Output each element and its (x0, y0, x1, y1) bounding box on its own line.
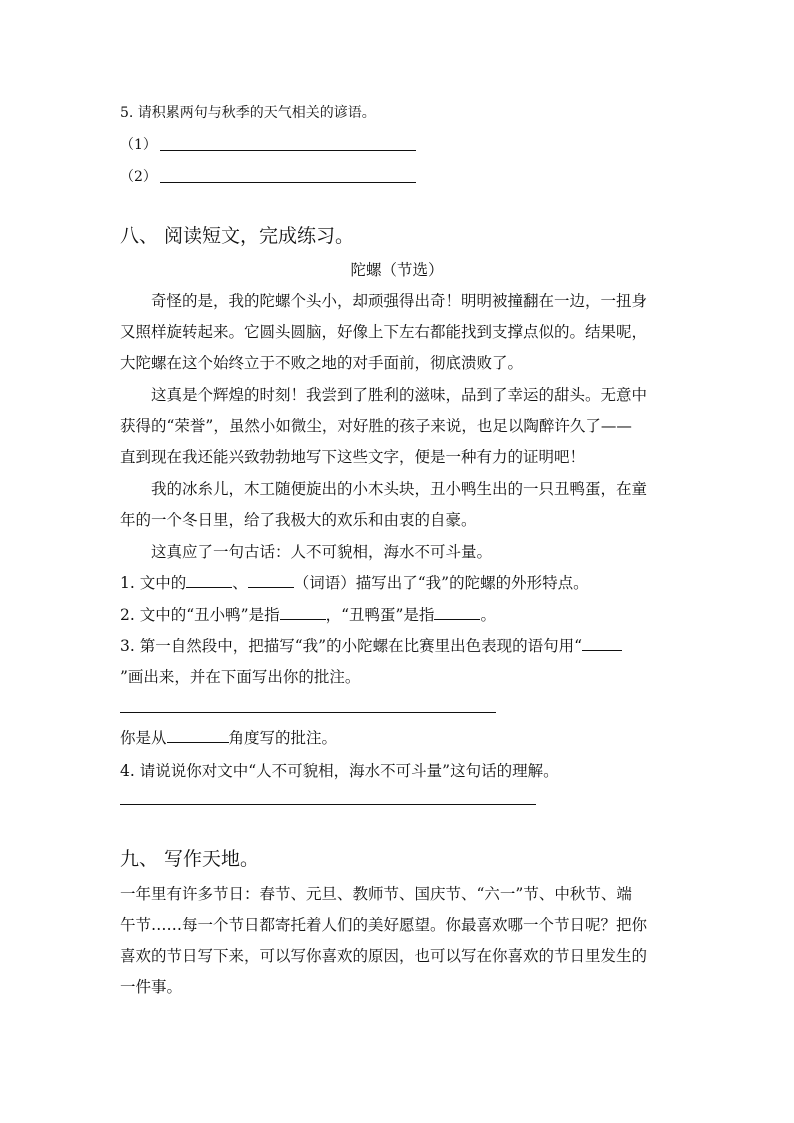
answer-line-5-1[interactable] (160, 150, 416, 151)
writing-prompt-line-4: 一件事。 (120, 978, 183, 996)
paragraph-4: 这真应了一句古话：人不可貌相，海水不可斗量。 (151, 543, 493, 561)
blank-2b[interactable] (434, 618, 480, 620)
blank-2a[interactable] (280, 618, 326, 620)
question-5-item-2 (120, 166, 157, 186)
answer-line-4[interactable] (120, 804, 536, 805)
annotation-angle-suffix: 角度写的批注。 (228, 729, 338, 747)
question-1 (120, 571, 589, 593)
blank-angle[interactable] (167, 741, 229, 743)
passage-title: 陀螺（节选） (350, 261, 444, 279)
paragraph-2-line-1: 这真是个辉煌的时刻！我尝到了胜利的滋味，品到了幸运的甜头。无意中 (151, 386, 648, 404)
blank-1b[interactable] (248, 586, 294, 588)
question-3-text: 3. 第一自然段中，把描写“我”的小陀螺在比赛里出色表现的语句用“ (120, 637, 582, 655)
question-3-line-1 (120, 634, 622, 656)
question-5-text: 5. 请积累两句与秋季的天气相关的谚语。 (120, 105, 376, 121)
question-4: 4. 请说说你对文中“人不可貌相，海水不可斗量”这句话的理解。 (120, 762, 559, 780)
question-3-line-2: ”画出来，并在下面写出你的批注。 (120, 668, 361, 686)
question-2-mid: ，“丑鸭蛋”是指 (325, 606, 435, 624)
paragraph-1-line-2: 又照样旋转起来。它圆头圆脑，好像上下左右都能找到支撑点似的。结果呢， (120, 323, 648, 341)
paragraph-1-line-3: 大陀螺在这个始终立于不败之地的对手面前，彻底溃败了。 (120, 354, 524, 372)
annotation-angle-prefix: 你是从 (120, 729, 167, 747)
paragraph-2-line-2: 获得的“荣誉”，虽然小如微尘，对好胜的孩子来说，也足以陶醉许久了—— (120, 417, 632, 435)
paragraph-3-line-2: 年的一个冬日里，给了我极大的欢乐和由衷的自豪。 (120, 511, 477, 529)
writing-prompt-line-3: 喜欢的节日写下来，可以写你喜欢的原因，也可以写在你喜欢的节日里发生的 (120, 947, 648, 965)
item-number: （2） (120, 169, 157, 185)
question-5 (120, 102, 376, 122)
question-5-item-1 (120, 134, 157, 154)
writing-prompt-line-2: 午节……每一个节日都寄托着人们的美好愿望。你最喜欢哪一个节日呢？把你 (120, 916, 648, 934)
blank-3-mark[interactable] (582, 649, 622, 651)
question-1-suffix: （词语）描写出了“我”的陀螺的外形特点。 (293, 574, 589, 592)
question-2 (120, 603, 496, 625)
item-number: （1） (120, 137, 157, 153)
question-2-prefix: 2. 文中的“丑小鸭”是指 (120, 606, 280, 624)
answer-line-5-2[interactable] (160, 182, 416, 183)
paragraph-2-line-3: 直到现在我还能兴致勃勃地写下这些文字，便是一种有力的证明吧！ (120, 448, 586, 466)
question-1-prefix: 1. 文中的 (120, 574, 187, 592)
paragraph-1-line-1: 奇怪的是，我的陀螺个头小，却顽强得出奇！明明被撞翻在一边，一扭身 (151, 292, 648, 310)
writing-prompt-line-1: 一年里有许多节日：春节、元旦、教师节、国庆节、“六一”节、中秋节、端 (120, 885, 632, 903)
section-9-heading: 九、 写作天地。 (120, 848, 260, 870)
section-8-heading: 八、 阅读短文，完成练习。 (120, 225, 355, 247)
question-2-suffix: 。 (480, 606, 496, 624)
annotation-angle (120, 726, 337, 748)
blank-1a[interactable] (186, 586, 232, 588)
answer-line-3[interactable] (120, 712, 496, 713)
question-1-mid: 、 (232, 574, 248, 592)
paragraph-3-line-1: 我的冰糸儿，木工随便旋出的小木头块，丑小鸭生出的一只丑鸭蛋，在童 (151, 480, 648, 498)
